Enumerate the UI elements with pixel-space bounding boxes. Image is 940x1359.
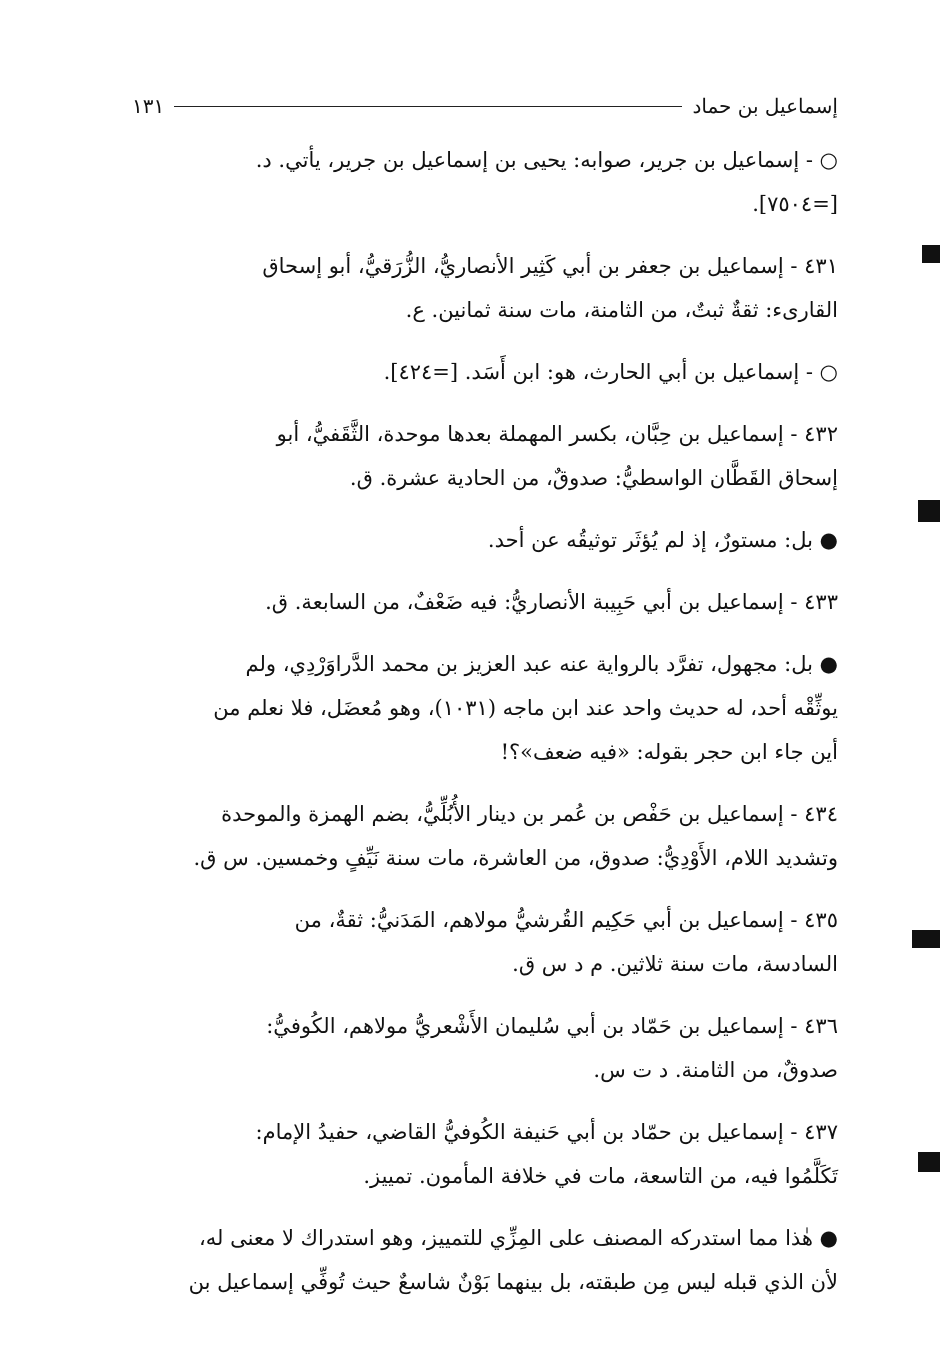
entry-ismail-ibn-abi-al-harith — [132, 350, 838, 394]
margin-mark — [922, 245, 940, 263]
entry-line: وتشديد اللام، الأَوْدِيُّ: صدوق، من العاشرة، مات سنة نَيِّفٍ وخمسين. س ق. — [193, 846, 838, 870]
margin-mark — [918, 1152, 940, 1172]
note-432 — [132, 518, 838, 562]
page-body — [132, 88, 838, 1322]
entry-line: تَكَلَّمُوا فيه، من التاسعة، مات في خلافة المأمون. تمييز. — [363, 1164, 838, 1188]
entry-line: يوثِّقْه أحد، له حديث واحد عند ابن ماجه (١٠٣١)، وهو مُعضَل، فلا نعلم من — [213, 696, 838, 720]
entry-line: ● بل: مستورٌ، إذ لم يُؤثَر توثيقُه عن أحد. — [487, 528, 838, 552]
entry-436 — [132, 1004, 838, 1092]
entry-line: ٤٣٤ - إسماعيل بن حَفْص بن عُمر بن دينار الأُبُلِّيُّ، بضم الهمزة والموحدة — [221, 802, 838, 826]
entry-line: ٤٣٦ - إسماعيل بن حَمّاد بن أبي سُليمان الأَشْعريُّ مولاهم، الكُوفيُّ: — [266, 1014, 838, 1038]
header-rule — [174, 106, 682, 107]
entry-line: ● هٰذا مما استدركه المصنف على المِزِّي للتمييز، وهو استدراك لا معنى له، — [198, 1226, 838, 1250]
entry-line: ○ - إسماعيل بن أبي الحارث، هو: ابن أَسَد. [=٤٢٤]. — [383, 360, 838, 384]
entry-line: [=٧٥٠٤]. — [752, 192, 838, 216]
entry-line: إسحاق القَطَّان الواسطيُّ: صدوقٌ، من الحادية عشرة. ق. — [349, 466, 838, 490]
entry-line: لأن الذي قبله ليس مِن طبقته، بل بينهما بَوْنٌ شاسعٌ حيث تُوفِّي إسماعيل بن — [188, 1270, 838, 1294]
entry-line: ● بل: مجهول، تفرَّد بالرواية عنه عبد العزيز بن محمد الدَّراوَرْدِي، ولم — [245, 652, 838, 676]
header-title: إسماعيل بن حماد — [692, 94, 838, 118]
margin-mark — [918, 500, 940, 522]
entry-432 — [132, 412, 838, 500]
entry-line: ٤٣١ - إسماعيل بن جعفر بن أبي كَثِير الأنصاريُّ، الزُّرَقيُّ، أبو إسحاق — [262, 254, 838, 278]
note-437 — [132, 1216, 838, 1304]
entry-line: صدوقٌ، من الثامنة. د ت س. — [593, 1058, 838, 1082]
entry-line: ٤٣٢ - إسماعيل بن حِبَّان، بكسر المهملة بعدها موحدة، الثَّقَفيُّ، أبو — [276, 422, 838, 446]
entry-line: ٤٣٧ - إسماعيل بن حمّاد بن أبي حَنيفة الكُوفيُّ القاضي، حفيدُ الإمام: — [255, 1120, 838, 1144]
entry-line: ○ - إسماعيل بن جرير، صوابه: يحيى بن إسماعيل بن جرير، يأتي. د. — [255, 148, 838, 172]
page-number: ١٣١ — [132, 94, 165, 118]
entry-line: أين جاء ابن حجر بقوله: «فيه ضعف»؟! — [500, 740, 838, 764]
entry-437 — [132, 1110, 838, 1198]
entry-line: ٤٣٥ - إسماعيل بن أبي حَكِيم القُرشيُّ مولاهم، المَدَنيُّ: ثقةٌ، من — [294, 908, 838, 932]
margin-mark — [912, 930, 940, 948]
entry-434 — [132, 792, 838, 880]
entry-435 — [132, 898, 838, 986]
entry-431 — [132, 244, 838, 332]
entry-433 — [132, 580, 838, 624]
note-433 — [132, 642, 838, 774]
entry-line: القارىء: ثقةٌ ثبتٌ، من الثامنة، مات سنة ثمانين. ع. — [405, 298, 838, 322]
running-header — [132, 88, 838, 124]
entry-line: السادسة، مات سنة ثلاثين. م د س ق. — [512, 952, 838, 976]
entry-ismail-ibn-jarir — [132, 138, 838, 226]
entry-line: ٤٣٣ - إسماعيل بن أبي حَبِيبة الأنصاريُّ: فيه ضَعْفٌ، من السابعة. ق. — [265, 590, 838, 614]
